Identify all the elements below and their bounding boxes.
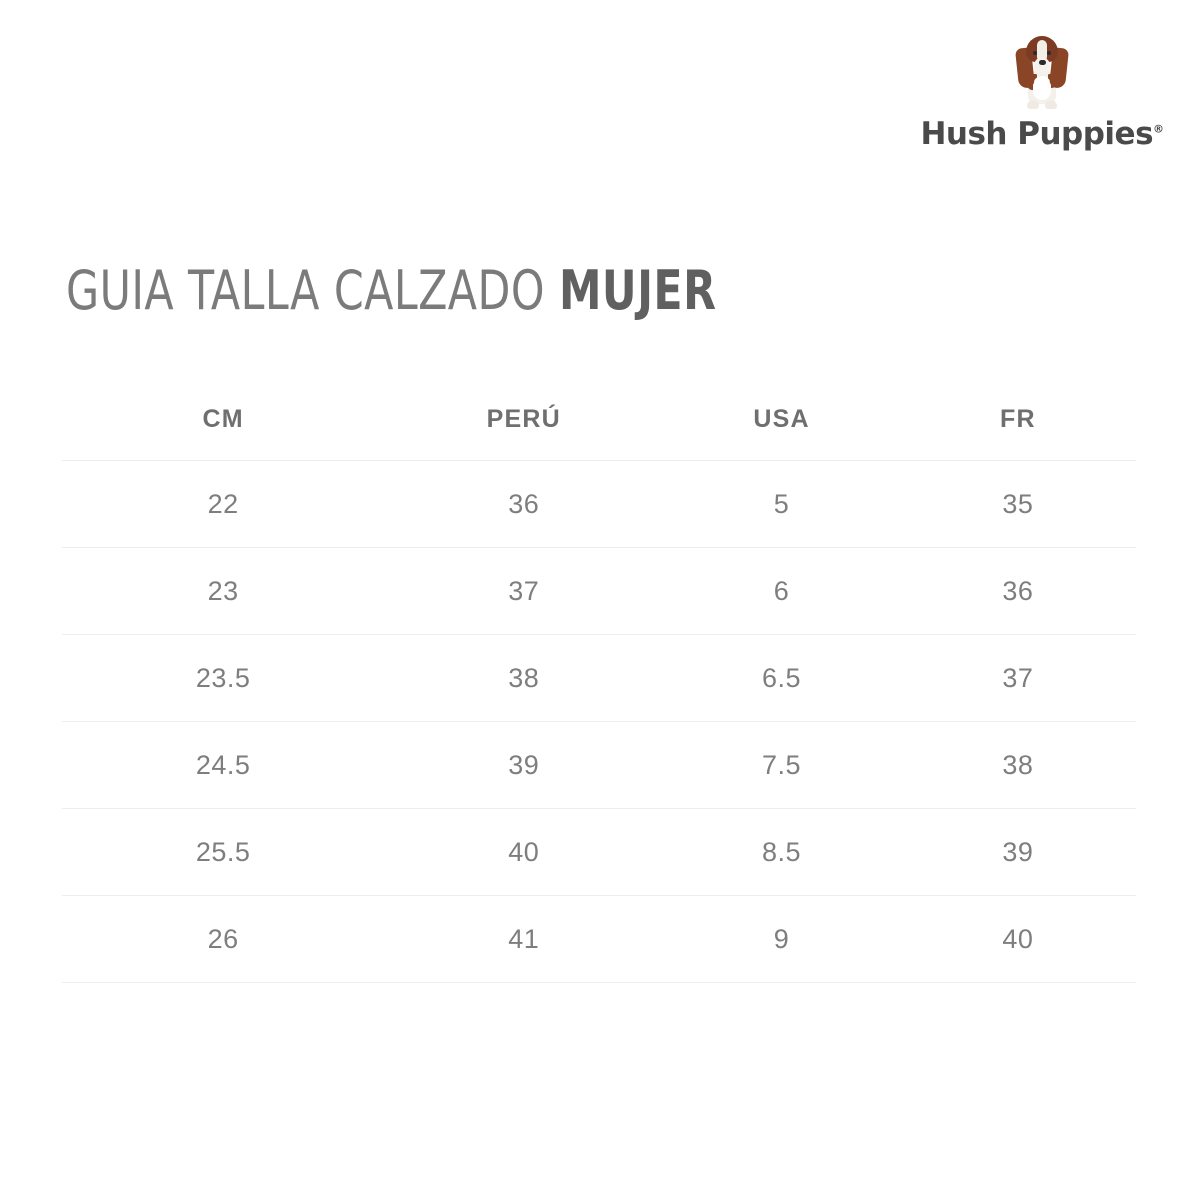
table-row [62,896,1136,983]
cell-fr: 38 [900,722,1136,809]
table-row [62,548,1136,635]
cell-cm: 26 [62,896,384,983]
cell-peru: 37 [384,548,663,635]
cell-usa: 9 [663,896,899,983]
column-header-fr: FR [999,405,1036,433]
brand-logo [912,34,1172,152]
dog-nose [1039,60,1046,65]
dog-paw-left [1027,100,1039,109]
cell-peru: 39 [384,722,663,809]
cell-cm: 22 [62,461,384,548]
cell-cm: 23.5 [62,635,384,722]
page-title [66,261,716,321]
dog-chest [1033,76,1051,100]
table-row [62,722,1136,809]
brand-name: Hush Puppies [920,116,1154,152]
cell-cm: 23 [62,548,384,635]
size-guide-table [62,393,1136,983]
cell-usa: 8.5 [663,809,899,896]
dog-paw-right [1045,100,1057,109]
cell-fr: 40 [900,896,1136,983]
size-guide-table-container [62,393,1136,983]
table-row [62,809,1136,896]
cell-usa: 5 [663,461,899,548]
brand-wordmark [920,116,1163,152]
cell-peru: 41 [384,896,663,983]
cell-usa: 6 [663,548,899,635]
cell-fr: 37 [900,635,1136,722]
page-title-prefix: GUIA TALLA CALZADO [66,259,559,323]
cell-peru: 38 [384,635,663,722]
table-row [62,461,1136,548]
table-body [62,461,1136,983]
table-header-row [62,393,1136,461]
cell-fr: 35 [900,461,1136,548]
cell-peru: 36 [384,461,663,548]
page-title-emphasis: MUJER [558,259,717,323]
cell-cm: 25.5 [62,809,384,896]
cell-usa: 6.5 [663,635,899,722]
basset-hound-dog-icon [1009,34,1075,112]
cell-peru: 40 [384,809,663,896]
cell-fr: 39 [900,809,1136,896]
table-header [62,393,1136,461]
dog-eye-right [1047,51,1051,55]
column-header-cm: CM [202,405,244,433]
column-header-usa: USA [753,405,810,433]
cell-usa: 7.5 [663,722,899,809]
table-row [62,635,1136,722]
cell-cm: 24.5 [62,722,384,809]
registered-mark: ® [1153,122,1164,136]
cell-fr: 36 [900,548,1136,635]
column-header-peru: PERÚ [486,405,561,433]
dog-eye-left [1033,51,1037,55]
